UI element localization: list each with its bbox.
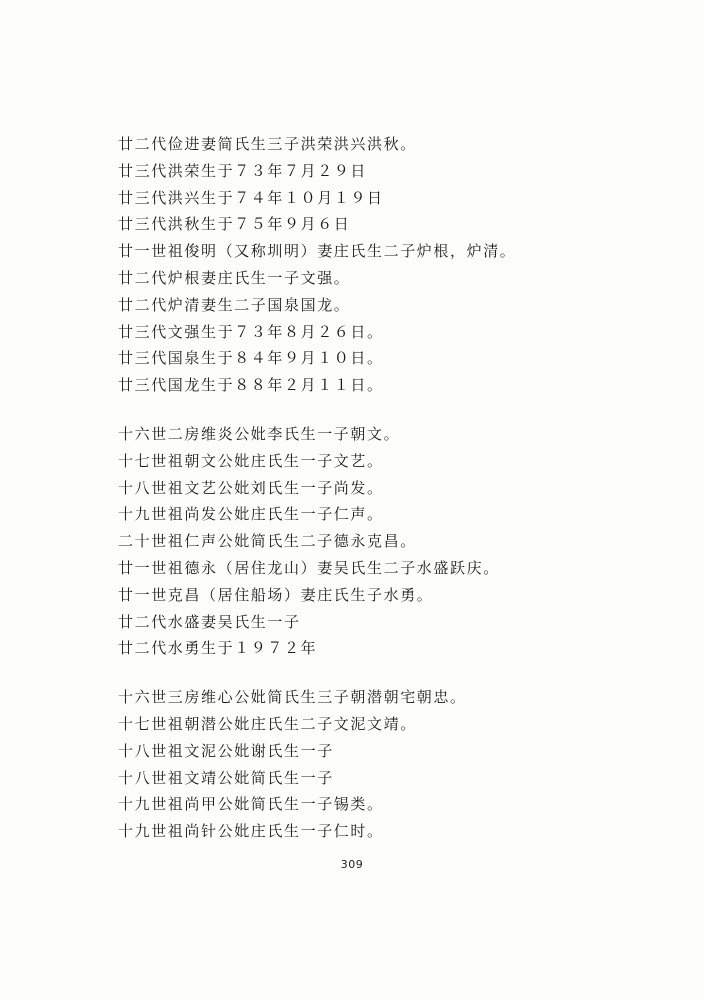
text-line: 廿一世祖俊明（又称圳明）妻庄氏生二子炉根，炉清。 bbox=[118, 242, 517, 261]
text-line: 十八世祖文靖公妣简氏生一子 bbox=[118, 768, 334, 787]
text-line: 十八世祖文泥公妣谢氏生一子 bbox=[118, 741, 334, 760]
paragraph-2 bbox=[118, 421, 678, 662]
text-line: 十九世祖尚针公妣庄氏生一子仁时。 bbox=[118, 822, 384, 841]
text-line: 廿三代文强生于７３年８月２６日。 bbox=[118, 322, 384, 341]
text-line: 十六世三房维心公妣简氏生三子朝潜朝宅朝忠。 bbox=[118, 688, 467, 707]
paragraph-3 bbox=[118, 684, 678, 845]
text-line: 十八世祖文艺公妣刘氏生一子尚发。 bbox=[118, 478, 384, 497]
text-line: 廿三代国泉生于８４年９月１０日。 bbox=[118, 349, 384, 368]
text-line: 廿二代俭进妻简氏生三子洪荣洪兴洪秋。 bbox=[118, 135, 417, 153]
text-line: 十七世祖朝文公妣庄氏生一子文艺。 bbox=[118, 451, 384, 470]
page-number: 309 bbox=[340, 858, 364, 871]
text-line: 廿三代国龙生于８８年２月１１日。 bbox=[118, 376, 384, 395]
text-line: 廿一世克昌（居住船场）妻庄氏生子水勇。 bbox=[118, 585, 434, 604]
paragraph-1 bbox=[118, 131, 678, 399]
text-line: 廿二代水盛妻吴氏生一子 bbox=[118, 612, 301, 631]
text-line: 廿一世祖德永（居住龙山）妻吴氏生二子水盛跃庆。 bbox=[118, 558, 500, 577]
text-line: 十六世二房维炎公妣李氏生一子朝文。 bbox=[118, 424, 401, 443]
text-line: 廿二代水勇生于１９７２年 bbox=[118, 639, 318, 658]
text-line: 廿二代炉根妻庄氏生一子文强。 bbox=[118, 268, 351, 287]
genealogy-text bbox=[118, 131, 678, 845]
text-line: 十七世祖朝潜公妣庄氏生二子文泥文靖。 bbox=[118, 714, 417, 733]
text-line: 廿三代洪秋生于７５年９月６日 bbox=[118, 215, 351, 234]
text-line: 十九世祖尚发公妣庄氏生一子仁声。 bbox=[118, 505, 384, 524]
text-line: 十九世祖尚甲公妣简氏生一子锡类。 bbox=[118, 795, 384, 814]
text-line: 廿三代洪荣生于７３年７月２９日 bbox=[118, 161, 368, 180]
text-line: 廿三代洪兴生于７４年１０月１９日 bbox=[118, 188, 384, 207]
text-line: 廿二代炉清妻生二子国泉国龙。 bbox=[118, 295, 351, 314]
text-line: 二十世祖仁声公妣简氏生二子德永克昌。 bbox=[118, 532, 417, 551]
